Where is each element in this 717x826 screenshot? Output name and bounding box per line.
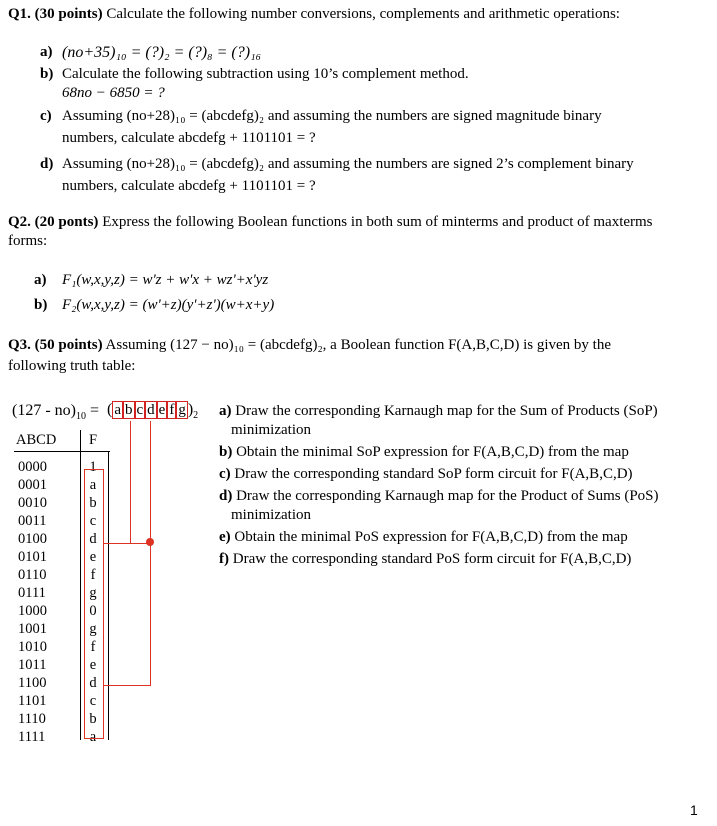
q2-heading: Q2. (20 ponts) [8,214,99,230]
table-letter-d: d [147,402,155,418]
table-row-input: 1110 [18,711,46,727]
annotation-line-lower [150,421,151,685]
table-letters: ( a b c d e f g )$_2$ [107,401,199,422]
table-letter-a: a [114,402,121,418]
table-row-input: 1111 [18,729,46,745]
table-row-input: 0111 [18,585,46,601]
table-header-inputs: ABCD [16,432,57,448]
q3-item-label: b) [219,444,237,460]
table-row-output: e [89,657,97,673]
q3-item [219,402,699,440]
q3-item-label: f) [219,551,233,567]
table-row-output: f [90,567,96,583]
q3-heading: Q3. (50 points) [8,337,103,353]
table-row-output: 0 [89,603,97,619]
table-row-output: a [89,477,97,493]
table-row-input: 1010 [18,639,47,655]
q3-item [219,465,699,484]
q3-text2: following truth table: [8,358,136,374]
table-row-output: a [89,729,97,745]
annotation-output-box [84,469,104,739]
q3-item-label: e) [219,529,235,545]
q3-item-label: a) [219,403,236,419]
table-row-input: 0010 [18,495,47,511]
table-row-input: 1000 [18,603,47,619]
table-row-input: 0001 [18,477,47,493]
q3-items-list [219,402,699,572]
q3-item-text: Obtain the minimal PoS expression for F(A,B,C,D) from the map [234,529,628,545]
table-row-input: 0101 [18,549,47,565]
table-inputs-column [18,458,47,746]
q2-text1: Express the following Boolean functions in both sum of minterms and product of maxterms [102,214,653,230]
annotation-dot [146,538,154,546]
q1-c-text2: numbers, calculate abcdefg + 1101101 = ? [62,130,316,146]
table-row-output: 1 [89,459,97,475]
table-row-output: f [90,639,96,655]
q3-item-text: Draw the corresponding standard SoP form circuit for F(A,B,C,D) [234,466,633,482]
table-letter-e: e [158,402,166,418]
page-number: 1 [690,802,698,818]
q2-text2: forms: [8,233,48,249]
table-row-output: d [89,675,97,691]
q1-heading: Q1. (30 points) [8,6,103,22]
table-row-input: 1011 [18,657,47,673]
table-expr-left: (127 - no) [12,402,76,419]
q1-d-text2: numbers, calculate abcdefg + 1101101 = ? [62,178,316,194]
table-letter-c: c [136,402,144,418]
table-expression [12,402,99,422]
q1-question [8,4,708,25]
q2-b-label: b) [34,297,48,313]
table-row-input: 0100 [18,531,47,547]
q3-text1: Assuming (127 − no)₁₀ = (abcdefg)₂, a Boolean function F(A,B,C,D) is given by the [105,337,611,353]
q3-item-text: Draw the corresponding standard PoS form circuit for F(A,B,C,D) [232,551,632,567]
table-letter-b: b [125,402,133,418]
table-row-input: 1001 [18,621,47,637]
table-row-input: 1101 [18,693,47,709]
q3-item-label: d) [219,488,237,504]
q2-a-label: a) [34,272,47,288]
q3-item-text2: minimization [231,422,311,438]
table-letter-f: f [169,402,175,418]
q1-d-label: d) [40,156,54,172]
table-expr-sub2: 2 [193,410,199,422]
q1-a-label: a) [40,44,53,60]
table-header-rule [14,451,110,452]
q1-d-text1: Assuming (no+28)₁₀ = (abcdefg)₂ and assuming the numbers are signed 2’s complement binary [62,156,634,172]
table-row-output: b [89,711,97,727]
table-row-output: g [89,621,97,637]
q1-b-label: b) [40,66,54,82]
q1-c-text1: Assuming (no+28)₁₀ = (abcdefg)₂ and assuming the numbers are signed magnitude binary [62,108,602,124]
table-row-output: c [89,693,97,709]
table-letter-g: g [178,402,186,418]
table-row-input: 0000 [18,459,47,475]
q3-item-text: Draw the corresponding Karnaugh map for the Product of Sums (PoS) [236,488,659,504]
q3-question [8,335,708,356]
table-right-border [108,451,109,740]
annotation-line-upper [130,421,131,543]
q3-item [219,528,699,547]
table-divider [80,430,81,740]
table-header-output: F [89,432,98,448]
q1-text: Calculate the following number conversions, complements and arithmetic operations: [106,6,620,22]
table-row-output: d [89,531,97,547]
annotation-arrow-upper [104,543,150,544]
table-row-output: g [89,585,97,601]
table-row-input: 1100 [18,675,47,691]
table-row-output: e [89,549,97,565]
q3-item-label: c) [219,466,235,482]
table-row-input: 0011 [18,513,47,529]
table-row-output: b [89,495,97,511]
q3-item-text: Draw the corresponding Karnaugh map for the Sum of Products (SoP) [235,403,658,419]
annotation-arrow-lower [104,685,151,686]
q1-c-label: c) [40,108,52,124]
q1-a-expression: (no+35)₁₀ = (?)₂ = (?)₈ = (?)₁₆ [62,44,262,61]
table-expr-eq: = [89,402,100,419]
q2-b-expression: F₂(w,x,y,z) = (w'+z)(y'+z')(w+x+y) [62,297,275,313]
q1-b-expression: 68no − 6850 = ? [62,85,165,101]
q3-item [219,443,699,462]
q1-b-text: Calculate the following subtraction using 10’s complement method. [62,66,469,82]
q3-item [219,487,699,525]
q2-a-expression: F₁(w,x,y,z) = w'z + w'x + wz'+x'yz [62,272,269,288]
table-expr-sub: 10 [75,411,86,423]
q3-item-text2: minimization [231,507,311,523]
q2-question [8,212,708,233]
table-row-output: c [89,513,97,529]
table-row-input: 0110 [18,567,47,583]
q3-item-text: Obtain the minimal SoP expression for F(A,B,C,D) from the map [236,444,629,460]
q3-item [219,550,699,569]
